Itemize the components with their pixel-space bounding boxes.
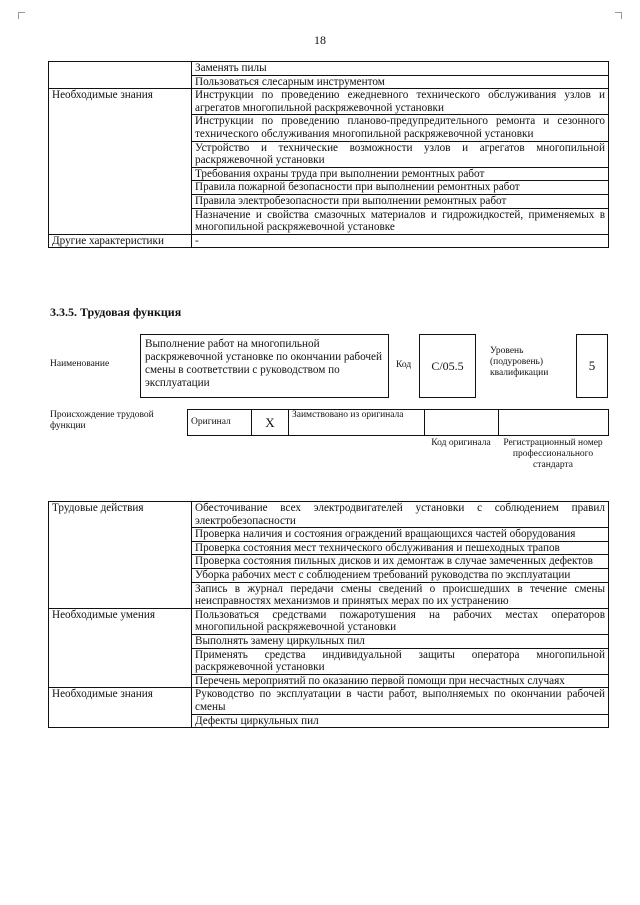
table-cell: Применять средства индивидуальной защиты оператора многопильной раскряжевочной установки [192,648,609,674]
page-number: 18 [314,33,326,47]
table-cell: Проверка состояния мест технического обслуживания и пешеходных трапов [192,541,609,555]
row-label: Другие характеристики [49,234,192,248]
table-cell: Правила электробезопасности при выполнении ремонтных работ [192,194,609,208]
table-cell: Дефекты циркульных пил [192,714,609,728]
level-label: Уровень (подуровень) квалификации [490,346,549,378]
table-cell: Пользоваться слесарным инструментом [192,75,609,89]
table-cell: Уборка рабочих мест с соблюдением требований руководства по эксплуатации [192,568,609,582]
row-label: Необходимые знания [49,89,192,235]
table-cell: - [192,234,609,248]
borrowed-label: Заимствовано из оригинала [289,410,425,436]
row-label: Необходимые знания [49,688,192,728]
table-cell: Запись в журнал передачи смены сведений о происшедших в течение смены неисправностях механизмов и принятых мерах по их устранению [192,582,609,608]
code-label: Код [396,360,412,370]
table-row [49,502,609,528]
level-box [576,334,608,398]
registration-number-cell [499,410,609,436]
table-cell: Обесточивание всех электродвигателей установки с соблюдением правил электробезопасности [192,502,609,528]
origin-table [187,409,609,436]
row-label: Трудовые действия [49,502,192,609]
table-cell: Правила пожарной безопасности при выполнении ремонтных работ [192,181,609,195]
table-cell: Выполнять замену циркульных пил [192,634,609,648]
table-cell: Перечень мероприятий по оказанию первой помощи при несчастных случаях [192,674,609,688]
table-cell: Устройство и технические возможности узлов и агрегатов многопильной раскряжевочной установки [192,141,609,167]
function-name-value: Выполнение работ на многопильной раскряжевочной установке по окончании рабочей смены в соответствии с руководством по эксплуатации [145,338,382,389]
table-cell: Назначение и свойства смазочных материалов и гидрожидкостей, применяемых в многопильной раскряжевочной установке [192,208,609,234]
table-cell: Руководство по эксплуатации в части работ, выполняемых по окончании рабочей смены [192,688,609,714]
table-cell: Проверка наличия и состояния ограждений вращающихся частей оборудования [192,528,609,542]
table-row [49,234,609,248]
code-caption: Код оригинала [431,438,491,448]
table-row [49,688,609,714]
row-label: Необходимые умения [49,608,192,688]
code-box [419,334,476,398]
function-name-box [140,334,389,398]
table-row [49,608,609,634]
original-code-cell [425,410,499,436]
table-cell: Требования охраны труда при выполнении ремонтных работ [192,167,609,181]
table-cell: Инструкции по проведению планово-предупредительного ремонта и сезонного технического обслуживания многопильной раскряжевочной установки [192,115,609,141]
scan-corner-mark [615,12,622,19]
code-value: C/05.5 [431,358,464,373]
table-cell: Заменять пилы [192,62,609,76]
registration-caption: Регистрационный номер профессионального стандарта [503,438,603,470]
table-cell: Пользоваться средствами пожаротушения на рабочих местах операторов многопильной раскряжевочной установки [192,608,609,634]
name-label: Наименование [50,359,110,369]
row-label [49,62,192,89]
origin-label: Происхождение трудовой функции [50,410,154,431]
labor-function-table [48,501,609,728]
table-row [49,89,609,115]
scan-corner-mark [18,12,25,19]
original-mark: X [252,410,289,436]
table-cell: Проверка состояния пильных дисков и их демонтаж в случае замеченных дефектов [192,555,609,569]
level-value: 5 [588,358,596,373]
table-row [49,62,609,76]
original-label: Оригинал [188,410,252,436]
table-cell: Инструкции по проведению ежедневного технического обслуживания узлов и агрегатов многопильной раскряжевочной установки [192,89,609,115]
top-skills-table [48,61,609,248]
section-title: 3.3.5. Трудовая функция [50,305,182,319]
